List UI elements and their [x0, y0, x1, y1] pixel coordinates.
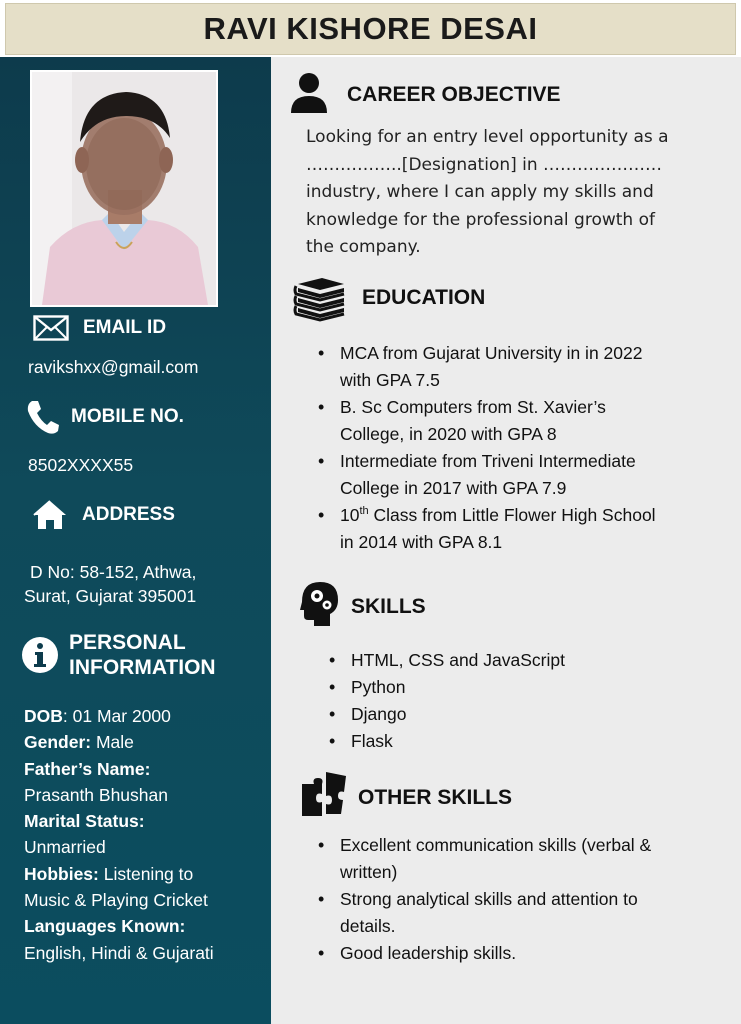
personal-info-details — [24, 703, 264, 966]
list-item: • Flask — [351, 728, 691, 755]
career-objective-text — [306, 124, 716, 262]
address-line-1: D No: 58-152, Athwa, — [30, 562, 197, 582]
mobile-title: MOBILE NO. — [71, 406, 184, 427]
personal-info-title-1: PERSONAL — [69, 631, 186, 654]
dob-label: DOB — [24, 706, 63, 726]
father-name-value: Prasanth Bhushan — [24, 784, 168, 805]
address-line-2: Surat, Gujarat 395001 — [24, 586, 197, 606]
email-value[interactable]: ravikshxx@gmail.com — [28, 357, 199, 377]
personal-info-title-2: INFORMATION — [69, 656, 216, 679]
languages-value: English, Hindi & Gujarati — [24, 942, 214, 963]
list-item: • B. Sc Computers from St. Xavier’s College, in 2020 with GPA 8 — [340, 394, 720, 448]
personal-info-section — [21, 630, 216, 680]
sidebar — [0, 57, 271, 1024]
brain-gears-icon — [298, 580, 342, 628]
envelope-icon — [33, 315, 69, 341]
info-icon — [21, 636, 59, 674]
languages-label: Languages Known: — [24, 916, 186, 937]
hobbies-value-2: Music & Playing Cricket — [24, 890, 208, 911]
marital-status-label: Marital Status: — [24, 811, 145, 832]
list-item: • Good leadership skills. — [340, 940, 720, 967]
career-objective-title: CAREER OBJECTIVE — [347, 83, 561, 106]
mobile-section — [26, 399, 184, 435]
candidate-name: RAVI KISHORE DESAI — [203, 11, 538, 46]
dob-value: : 01 Mar 2000 — [62, 706, 171, 726]
list-item: • Django — [351, 701, 691, 728]
home-icon — [32, 499, 68, 531]
objective-line-3: industry, where I can apply my skills and — [306, 182, 654, 202]
person-icon — [289, 72, 329, 114]
other-skills-title: OTHER SKILLS — [358, 786, 513, 809]
mobile-value[interactable]: 8502XXXX55 — [28, 455, 134, 475]
objective-line-5: the company. — [306, 237, 421, 257]
skills-title: SKILLS — [351, 595, 426, 618]
list-item: • Strong analytical skills and attention to details. — [340, 886, 720, 940]
hobbies-value-1: Listening to — [98, 863, 194, 884]
resume-header — [5, 3, 736, 55]
phone-icon — [26, 399, 60, 435]
marital-status-value: Unmarried — [24, 837, 106, 858]
list-item: • Excellent communication skills (verbal & written) — [340, 832, 720, 886]
email-section — [33, 315, 166, 341]
books-icon — [292, 276, 348, 326]
list-item: • MCA from Gujarat University in in 2022 with GPA 7.5 — [340, 340, 720, 394]
list-item: • Intermediate from Triveni Intermediate College in 2017 with GPA 7.9 — [340, 448, 720, 502]
gender-value: Male — [91, 732, 134, 753]
education-list — [340, 340, 720, 556]
puzzle-icon — [300, 770, 348, 818]
list-item: • 10th Class from Little Flower High School in 2014 with GPA 8.1 — [340, 502, 720, 556]
other-skills-list — [340, 832, 720, 967]
list-item: • HTML, CSS and JavaScript — [351, 647, 691, 674]
objective-line-2: ……………..[Designation] in ………………… — [306, 154, 663, 175]
hobbies-label: Hobbies: — [24, 863, 99, 884]
address-section — [32, 499, 175, 531]
list-item: • Python — [351, 674, 691, 701]
skills-list — [351, 647, 691, 755]
objective-line-4: knowledge for the professional growth of — [306, 209, 655, 230]
gender-label: Gender: — [24, 732, 92, 753]
objective-line-1: Looking for an entry level opportunity as a — [306, 127, 669, 147]
email-title: EMAIL ID — [83, 317, 167, 338]
address-title: ADDRESS — [82, 504, 175, 525]
father-name-label: Father’s Name: — [24, 758, 151, 779]
education-title: EDUCATION — [362, 286, 486, 309]
profile-photo — [30, 70, 218, 307]
